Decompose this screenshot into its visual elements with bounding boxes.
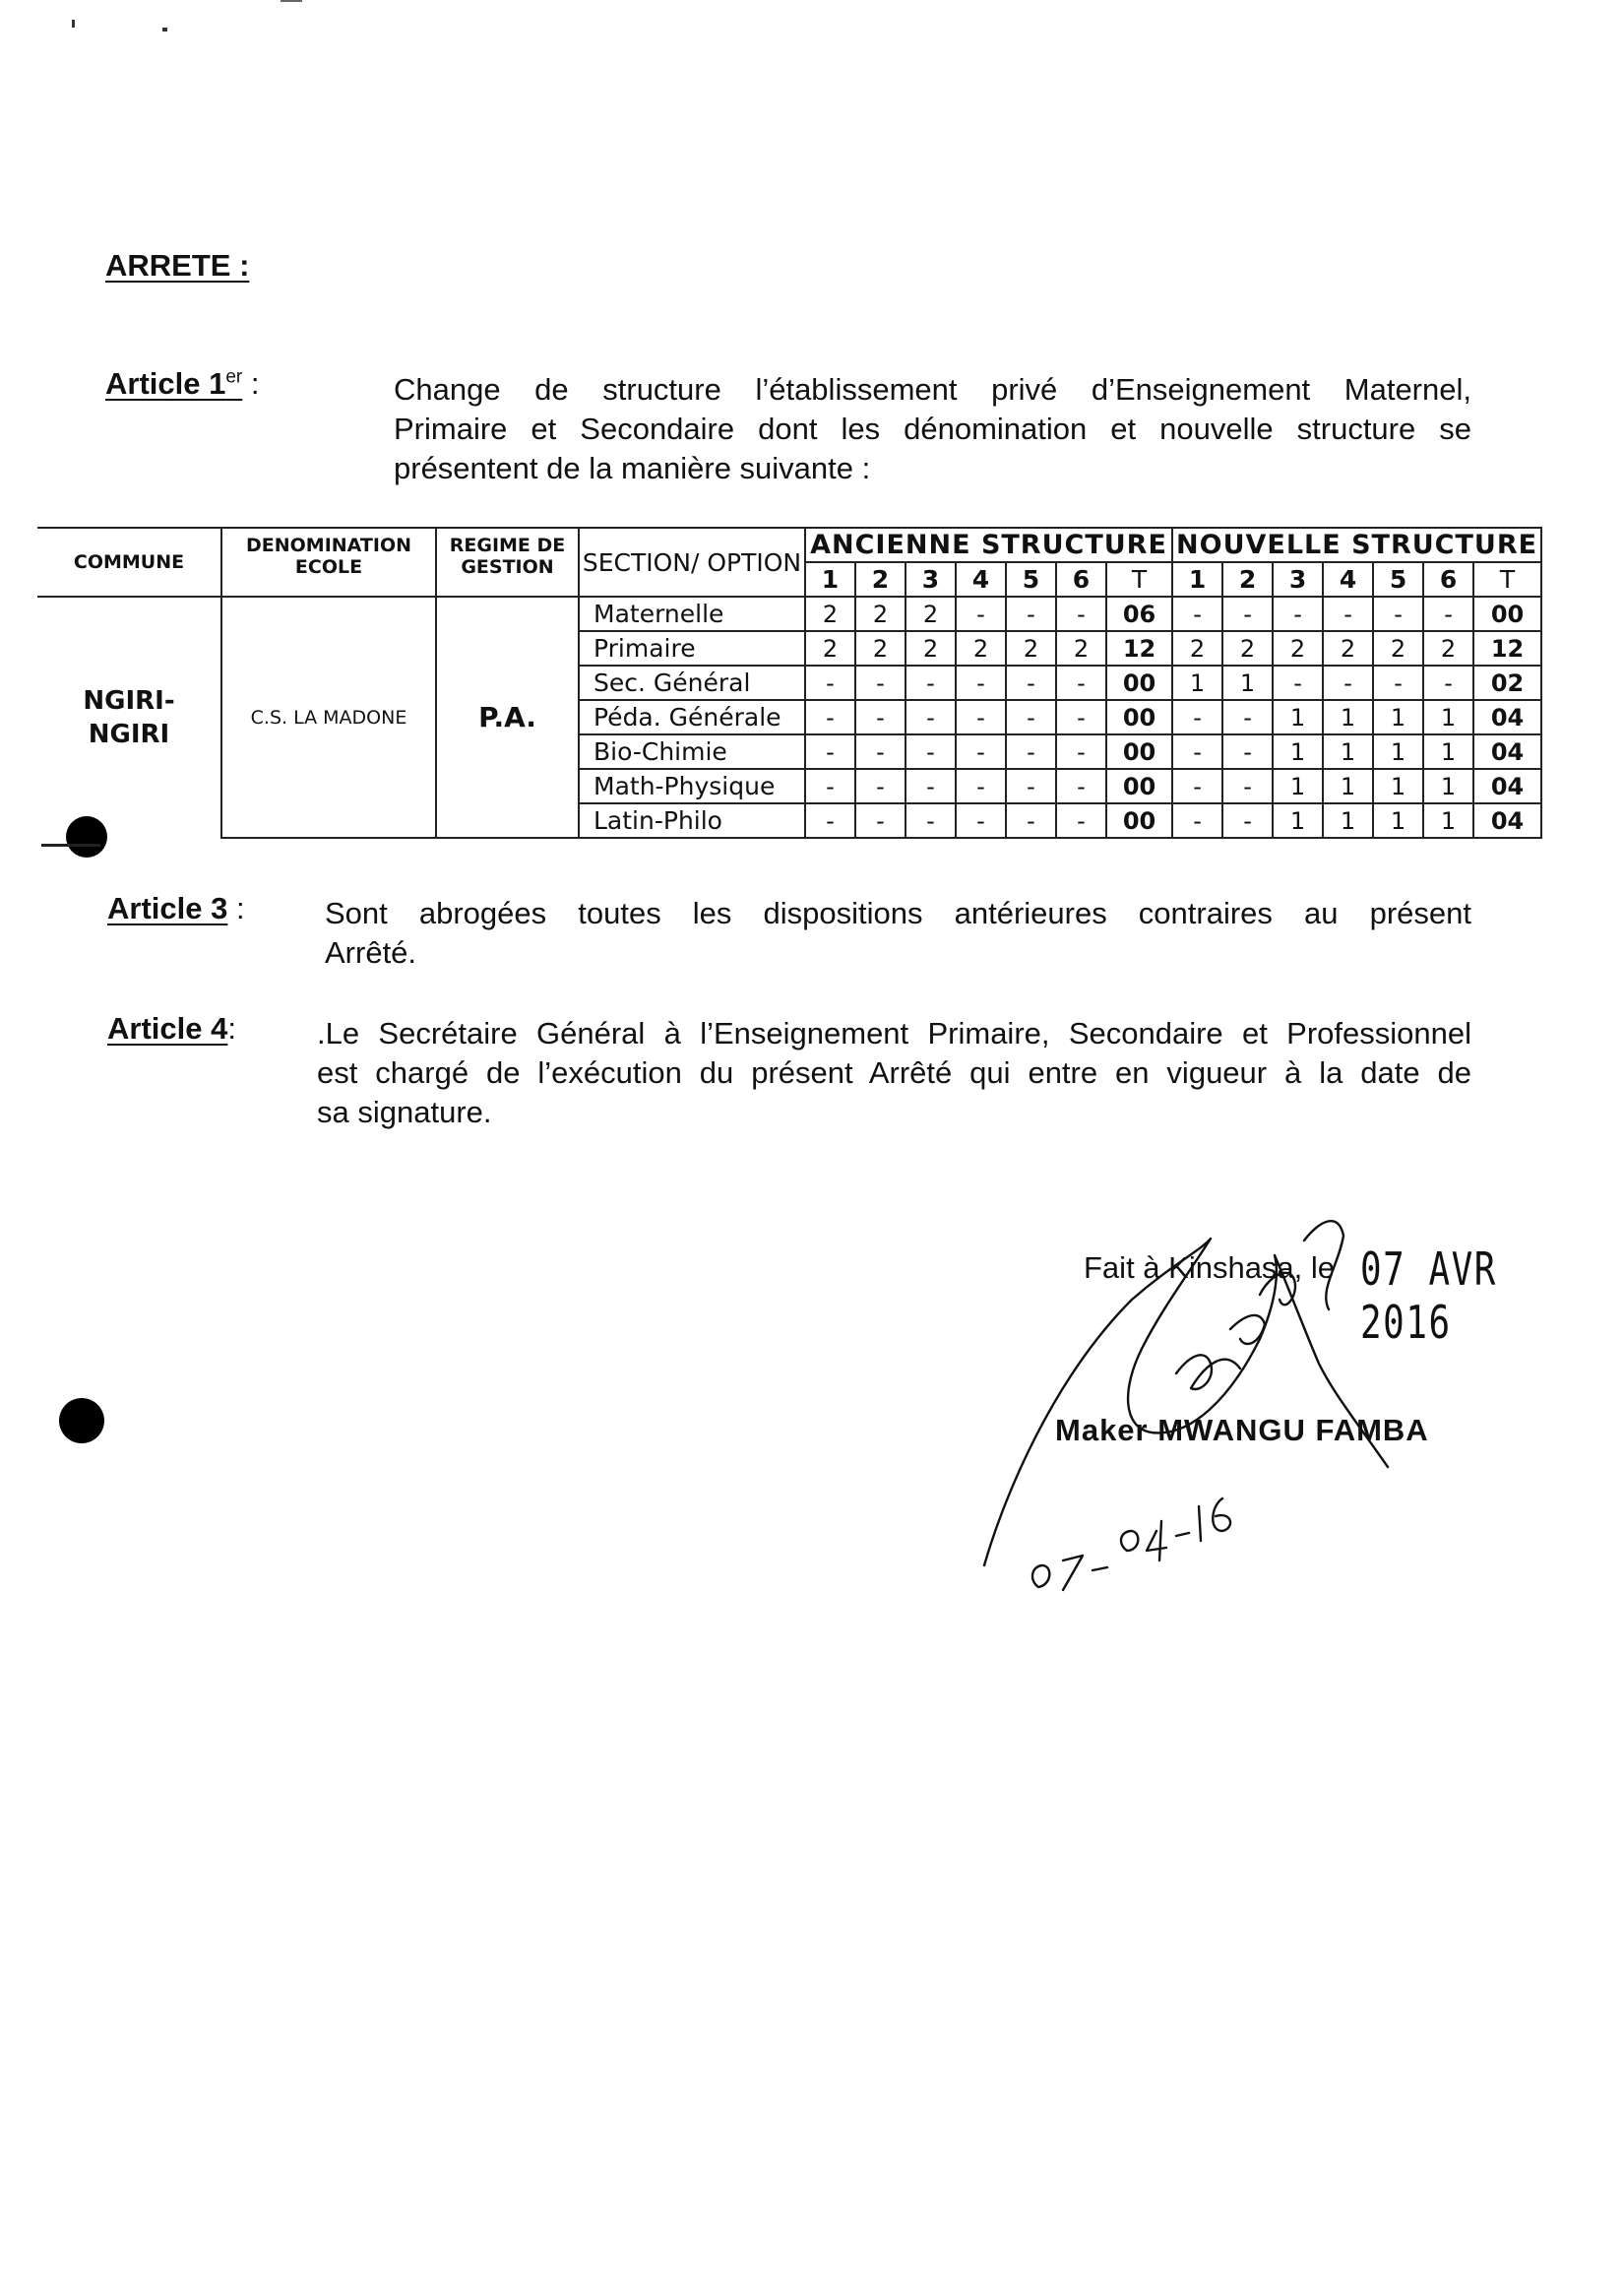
cell-ancienne-year-6: - [1056, 597, 1106, 631]
cell-section: Primaire [579, 631, 805, 666]
cell-nouvelle-year-4: 1 [1323, 769, 1373, 803]
cell-nouvelle-year-1: - [1172, 597, 1222, 631]
scan-speck [281, 0, 302, 2]
cell-nouvelle-total: 12 [1473, 631, 1541, 666]
cell-ancienne-total: 00 [1106, 700, 1172, 734]
cell-ancienne-year-6: - [1056, 700, 1106, 734]
cell-ancienne-year-6: 2 [1056, 631, 1106, 666]
cell-nouvelle-year-3: 2 [1273, 631, 1323, 666]
article-4-line-3: sa signature. [317, 1095, 492, 1129]
cell-commune: NGIRI-NGIRI [37, 597, 221, 838]
cell-ancienne-year-2: - [855, 769, 906, 803]
header-commune: COMMUNE [37, 528, 221, 597]
article-1-line-2: Primaire et Secondaire dont les dénomination et nouvelle structure se [394, 412, 1471, 446]
article-1-label-text [105, 366, 242, 401]
punch-hole-dot [59, 1398, 104, 1443]
cell-nouvelle-year-3: 1 [1273, 769, 1323, 803]
cell-section: Latin-Philo [579, 803, 805, 838]
cell-nouvelle-year-6: 1 [1423, 803, 1473, 838]
cell-ancienne-year-1: - [805, 666, 855, 700]
article-4-text [317, 1014, 1471, 1132]
cell-ancienne-total: 00 [1106, 734, 1172, 769]
cell-ancienne-year-4: 2 [956, 631, 1006, 666]
article-1-label-main: Article 1 [105, 366, 226, 401]
ancienne-year-1: 1 [805, 562, 855, 597]
cell-nouvelle-year-1: 1 [1172, 666, 1222, 700]
cell-ancienne-year-2: 2 [855, 597, 906, 631]
article-4-label-text: Article 4 [107, 1011, 228, 1046]
table-body [37, 597, 1541, 838]
cell-nouvelle-year-5: 1 [1373, 734, 1423, 769]
cell-ancienne-year-4: - [956, 666, 1006, 700]
structure-table [37, 527, 1542, 839]
ancienne-year-5: 5 [1006, 562, 1056, 597]
cell-nouvelle-year-6: - [1423, 666, 1473, 700]
article-1-text [394, 370, 1471, 488]
article-3-label-text: Article 3 [107, 891, 228, 925]
cell-ancienne-year-5: - [1006, 803, 1056, 838]
cell-ancienne-year-6: - [1056, 666, 1106, 700]
cell-nouvelle-year-5: 1 [1373, 769, 1423, 803]
cell-ancienne-year-5: 2 [1006, 631, 1056, 666]
nouvelle-year-5: 5 [1373, 562, 1423, 597]
article-4-line-1: .Le Secrétaire Général à l’Enseignement Primaire, Secondaire et Professionnel [317, 1016, 1471, 1050]
nouvelle-total-header: T [1473, 562, 1541, 597]
ancienne-year-3: 3 [906, 562, 956, 597]
cell-ancienne-year-6: - [1056, 769, 1106, 803]
header-section: SECTION/ OPTION [579, 528, 805, 597]
ancienne-year-2: 2 [855, 562, 906, 597]
cell-nouvelle-year-5: - [1373, 597, 1423, 631]
nouvelle-year-1: 1 [1172, 562, 1222, 597]
cell-nouvelle-year-6: - [1423, 597, 1473, 631]
article-1-colon: : [242, 366, 260, 401]
article-1-label-sup: er [225, 366, 243, 388]
cell-section: Péda. Générale [579, 700, 805, 734]
cell-ancienne-year-5: - [1006, 666, 1056, 700]
cell-ancienne-year-2: - [855, 734, 906, 769]
cell-ancienne-total: 06 [1106, 597, 1172, 631]
cell-ancienne-year-2: - [855, 700, 906, 734]
ancienne-year-6: 6 [1056, 562, 1106, 597]
cell-nouvelle-year-1: - [1172, 700, 1222, 734]
header-denomination: DENOMINATION ECOLE [221, 528, 436, 597]
cell-nouvelle-year-3: 1 [1273, 700, 1323, 734]
cell-nouvelle-year-4: 1 [1323, 700, 1373, 734]
nouvelle-year-6: 6 [1423, 562, 1473, 597]
cell-nouvelle-total: 04 [1473, 803, 1541, 838]
cell-nouvelle-year-6: 1 [1423, 769, 1473, 803]
cell-ancienne-year-6: - [1056, 734, 1106, 769]
cell-nouvelle-total: 04 [1473, 769, 1541, 803]
cell-nouvelle-year-3: - [1273, 666, 1323, 700]
cell-nouvelle-year-2: - [1222, 769, 1273, 803]
cell-ancienne-total: 00 [1106, 666, 1172, 700]
cell-nouvelle-total: 02 [1473, 666, 1541, 700]
cell-nouvelle-year-2: - [1222, 803, 1273, 838]
table-header-row-1 [37, 528, 1541, 562]
cell-ancienne-year-3: 2 [906, 631, 956, 666]
signatory-name: Maker MWANGU FAMBA [1055, 1413, 1429, 1447]
cell-nouvelle-year-3: - [1273, 597, 1323, 631]
cell-ancienne-year-3: - [906, 700, 956, 734]
cell-ancienne-year-1: - [805, 700, 855, 734]
cell-nouvelle-year-2: - [1222, 734, 1273, 769]
cell-ancienne-year-3: - [906, 803, 956, 838]
header-ancienne-structure: ANCIENNE STRUCTURE [805, 528, 1172, 562]
article-3-text [325, 894, 1471, 973]
nouvelle-year-3: 3 [1273, 562, 1323, 597]
cell-ancienne-year-4: - [956, 700, 1006, 734]
cell-nouvelle-year-5: 2 [1373, 631, 1423, 666]
cell-nouvelle-year-4: - [1323, 666, 1373, 700]
cell-nouvelle-year-1: 2 [1172, 631, 1222, 666]
cell-nouvelle-year-4: - [1323, 597, 1373, 631]
signature-place: Fait à Kinshasa, le [1084, 1250, 1336, 1285]
nouvelle-year-4: 4 [1323, 562, 1373, 597]
cell-nouvelle-year-4: 1 [1323, 803, 1373, 838]
cell-nouvelle-total: 04 [1473, 700, 1541, 734]
ancienne-year-4: 4 [956, 562, 1006, 597]
article-4-label [107, 1011, 236, 1047]
cell-nouvelle-year-5: 1 [1373, 803, 1423, 838]
cell-ancienne-total: 12 [1106, 631, 1172, 666]
cell-nouvelle-year-3: 1 [1273, 734, 1323, 769]
cell-ancienne-year-4: - [956, 597, 1006, 631]
cell-nouvelle-year-6: 1 [1423, 734, 1473, 769]
table-row [37, 597, 1541, 631]
ancienne-total-header: T [1106, 562, 1172, 597]
article-4-colon: : [227, 1011, 236, 1046]
cell-ancienne-total: 00 [1106, 769, 1172, 803]
cell-nouvelle-year-4: 1 [1323, 734, 1373, 769]
cell-ancienne-year-2: - [855, 803, 906, 838]
nouvelle-year-2: 2 [1222, 562, 1273, 597]
cell-ancienne-year-4: - [956, 803, 1006, 838]
article-1-line-1: Change de structure l’établissement privé d’Enseignement Maternel, [394, 372, 1471, 407]
cell-ancienne-year-1: 2 [805, 631, 855, 666]
cell-ancienne-year-5: - [1006, 597, 1056, 631]
header-nouvelle-structure: NOUVELLE STRUCTURE [1172, 528, 1541, 562]
scan-speck [72, 20, 75, 28]
punch-hole-dot [66, 816, 107, 858]
cell-ancienne-year-5: - [1006, 700, 1056, 734]
cell-section: Sec. Général [579, 666, 805, 700]
cell-nouvelle-year-6: 2 [1423, 631, 1473, 666]
cell-nouvelle-year-2: 1 [1222, 666, 1273, 700]
article-3-colon: : [227, 891, 245, 925]
cell-nouvelle-year-2: 2 [1222, 631, 1273, 666]
cell-ancienne-year-1: - [805, 734, 855, 769]
cell-ancienne-year-5: - [1006, 734, 1056, 769]
cell-ancienne-year-1: - [805, 769, 855, 803]
header-regime: REGIME DE GESTION [436, 528, 579, 597]
scan-speck [162, 28, 167, 32]
cell-nouvelle-total: 04 [1473, 734, 1541, 769]
article-3-line-2: Arrêté. [325, 935, 417, 970]
cell-nouvelle-total: 00 [1473, 597, 1541, 631]
arrete-heading: ARRETE : [105, 248, 250, 283]
cell-ecole: C.S. LA MADONE [221, 597, 436, 838]
cell-nouvelle-year-2: - [1222, 700, 1273, 734]
cell-ancienne-year-4: - [956, 769, 1006, 803]
cell-ancienne-year-2: 2 [855, 631, 906, 666]
handwritten-signature [965, 1181, 1457, 1615]
cell-nouvelle-year-6: 1 [1423, 700, 1473, 734]
cell-nouvelle-year-5: - [1373, 666, 1423, 700]
cell-ancienne-year-5: - [1006, 769, 1056, 803]
cell-ancienne-year-6: - [1056, 803, 1106, 838]
article-1-label [105, 366, 259, 402]
cell-ancienne-year-3: - [906, 666, 956, 700]
date-stamp: 07 AVR 2016 [1360, 1242, 1497, 1349]
cell-ancienne-year-4: - [956, 734, 1006, 769]
cell-ancienne-year-3: - [906, 769, 956, 803]
cell-ancienne-year-2: - [855, 666, 906, 700]
table-underline-fragment [41, 844, 100, 847]
cell-ancienne-year-3: - [906, 734, 956, 769]
cell-nouvelle-year-3: 1 [1273, 803, 1323, 838]
cell-nouvelle-year-2: - [1222, 597, 1273, 631]
cell-nouvelle-year-4: 2 [1323, 631, 1373, 666]
article-4-line-2: est chargé de l’exécution du présent Arrêté qui entre en vigueur à la date de [317, 1055, 1471, 1090]
cell-nouvelle-year-1: - [1172, 734, 1222, 769]
article-3-line-1: Sont abrogées toutes les dispositions antérieures contraires au présent [325, 896, 1471, 930]
cell-section: Maternelle [579, 597, 805, 631]
article-1-line-3: présentent de la manière suivante : [394, 451, 871, 485]
cell-section: Bio-Chimie [579, 734, 805, 769]
cell-section: Math-Physique [579, 769, 805, 803]
article-3-label [107, 891, 245, 926]
cell-nouvelle-year-5: 1 [1373, 700, 1423, 734]
cell-ancienne-year-1: 2 [805, 597, 855, 631]
cell-nouvelle-year-1: - [1172, 803, 1222, 838]
cell-ancienne-year-1: - [805, 803, 855, 838]
cell-nouvelle-year-1: - [1172, 769, 1222, 803]
cell-regime: P.A. [436, 597, 579, 838]
cell-ancienne-total: 00 [1106, 803, 1172, 838]
cell-ancienne-year-3: 2 [906, 597, 956, 631]
